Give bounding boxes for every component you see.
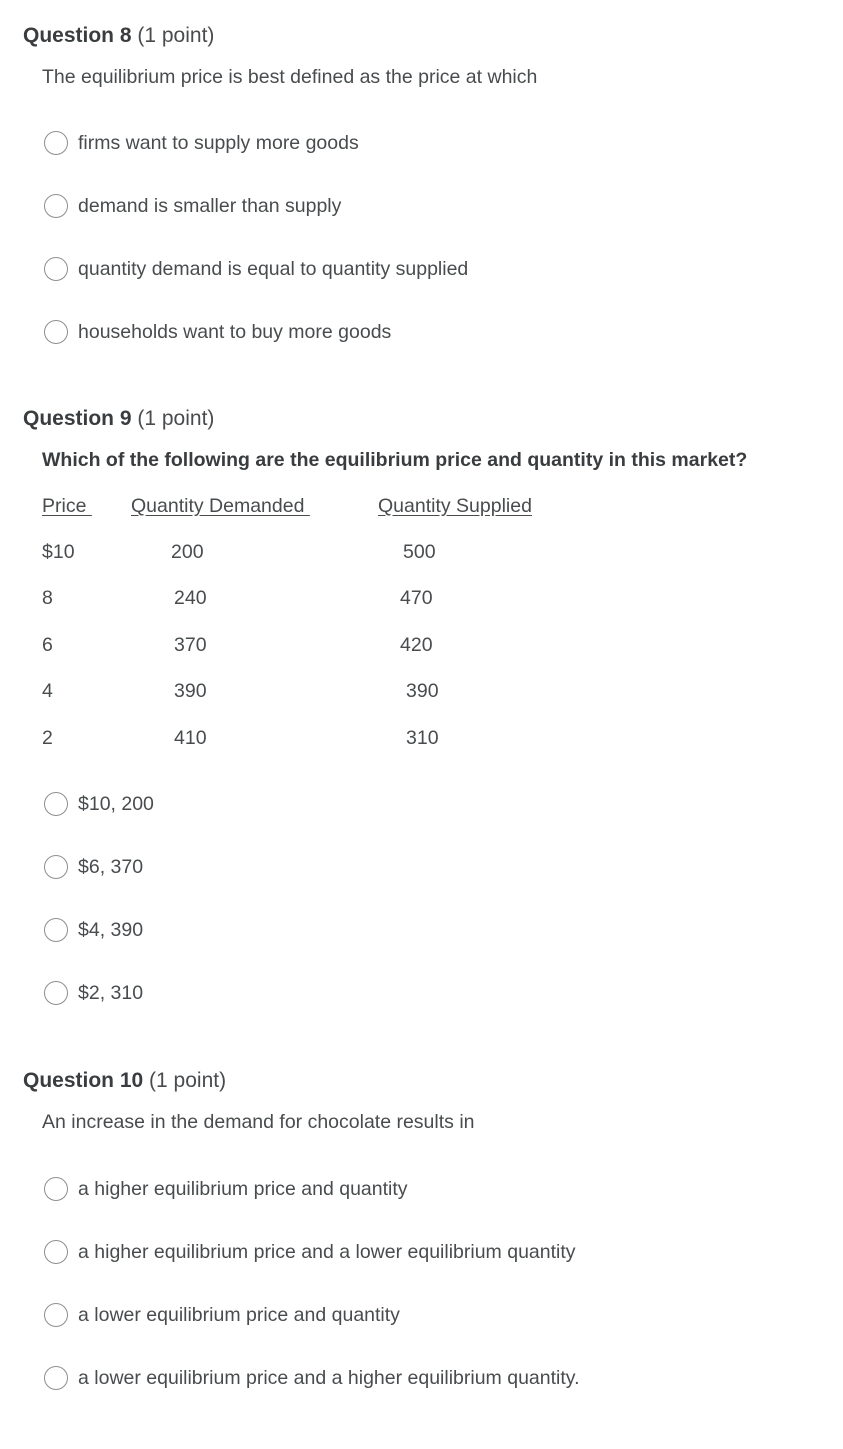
table-cell: 8 — [42, 587, 53, 609]
q9-option-2[interactable] — [44, 853, 143, 881]
table-cell: 2 — [42, 727, 53, 749]
question-8-header — [23, 23, 214, 49]
table-header-price: Price — [42, 495, 92, 517]
table-cell: 4 — [42, 680, 53, 702]
q8-option-4[interactable] — [44, 318, 391, 346]
option-label: a lower equilibrium price and quantity — [78, 1304, 400, 1326]
question-points: (1 point) — [137, 24, 215, 47]
option-label: firms want to supply more goods — [78, 132, 359, 154]
radio-button[interactable] — [44, 1240, 68, 1264]
radio-button[interactable] — [44, 1177, 68, 1201]
question-9-header — [23, 406, 214, 432]
q9-option-3[interactable] — [44, 916, 143, 944]
option-label: $2, 310 — [78, 982, 144, 1004]
question-9-prompt: Which of the following are the equilibrium price and quantity in this market? — [42, 449, 748, 471]
question-title: Question 8 — [23, 24, 132, 47]
question-title: Question 10 — [23, 1069, 144, 1092]
option-label: quantity demand is equal to quantity supplied — [78, 258, 469, 280]
option-label: demand is smaller than supply — [78, 195, 342, 217]
radio-button[interactable] — [44, 1303, 68, 1327]
question-10-header — [23, 1068, 226, 1094]
question-10-prompt: An increase in the demand for chocolate results in — [42, 1111, 475, 1133]
table-cell: 310 — [406, 727, 439, 749]
table-cell: 390 — [406, 680, 439, 702]
radio-button[interactable] — [44, 1366, 68, 1390]
question-points: (1 point) — [149, 1069, 227, 1092]
question-8-prompt: The equilibrium price is best defined as the price at which — [42, 66, 538, 88]
radio-button[interactable] — [44, 855, 68, 879]
radio-button[interactable] — [44, 320, 68, 344]
table-header-quantity-demanded: Quantity Demanded — [131, 495, 310, 517]
table-cell: 240 — [174, 587, 207, 609]
q8-option-2[interactable] — [44, 192, 341, 220]
option-label: a lower equilibrium price and a higher equilibrium quantity. — [78, 1367, 580, 1389]
option-label: a higher equilibrium price and quantity — [78, 1178, 408, 1200]
radio-button[interactable] — [44, 792, 68, 816]
radio-button[interactable] — [44, 981, 68, 1005]
table-cell: 500 — [403, 541, 436, 563]
q10-option-3[interactable] — [44, 1301, 400, 1329]
table-cell: 6 — [42, 634, 53, 656]
option-label: $10, 200 — [78, 793, 154, 815]
question-points: (1 point) — [137, 407, 215, 430]
radio-button[interactable] — [44, 257, 68, 281]
q10-option-1[interactable] — [44, 1175, 408, 1203]
q10-option-4[interactable] — [44, 1364, 580, 1392]
q8-option-3[interactable] — [44, 255, 468, 283]
radio-button[interactable] — [44, 131, 68, 155]
q9-option-1[interactable] — [44, 790, 154, 818]
table-cell: 370 — [174, 634, 207, 656]
table-cell: 200 — [171, 541, 204, 563]
option-label: $4, 390 — [78, 919, 144, 941]
option-label: $6, 370 — [78, 856, 144, 878]
radio-button[interactable] — [44, 918, 68, 942]
radio-button[interactable] — [44, 194, 68, 218]
question-title: Question 9 — [23, 407, 132, 430]
q9-option-4[interactable] — [44, 979, 143, 1007]
q10-option-2[interactable] — [44, 1238, 576, 1266]
table-cell: 410 — [174, 727, 207, 749]
table-cell: $10 — [42, 541, 75, 563]
option-label: a higher equilibrium price and a lower equilibrium quantity — [78, 1241, 576, 1263]
option-label: households want to buy more goods — [78, 321, 392, 343]
table-cell: 390 — [174, 680, 207, 702]
q8-option-1[interactable] — [44, 129, 359, 157]
table-cell: 420 — [400, 634, 433, 656]
table-cell: 470 — [400, 587, 433, 609]
table-header-quantity-supplied: Quantity Supplied — [378, 495, 532, 517]
